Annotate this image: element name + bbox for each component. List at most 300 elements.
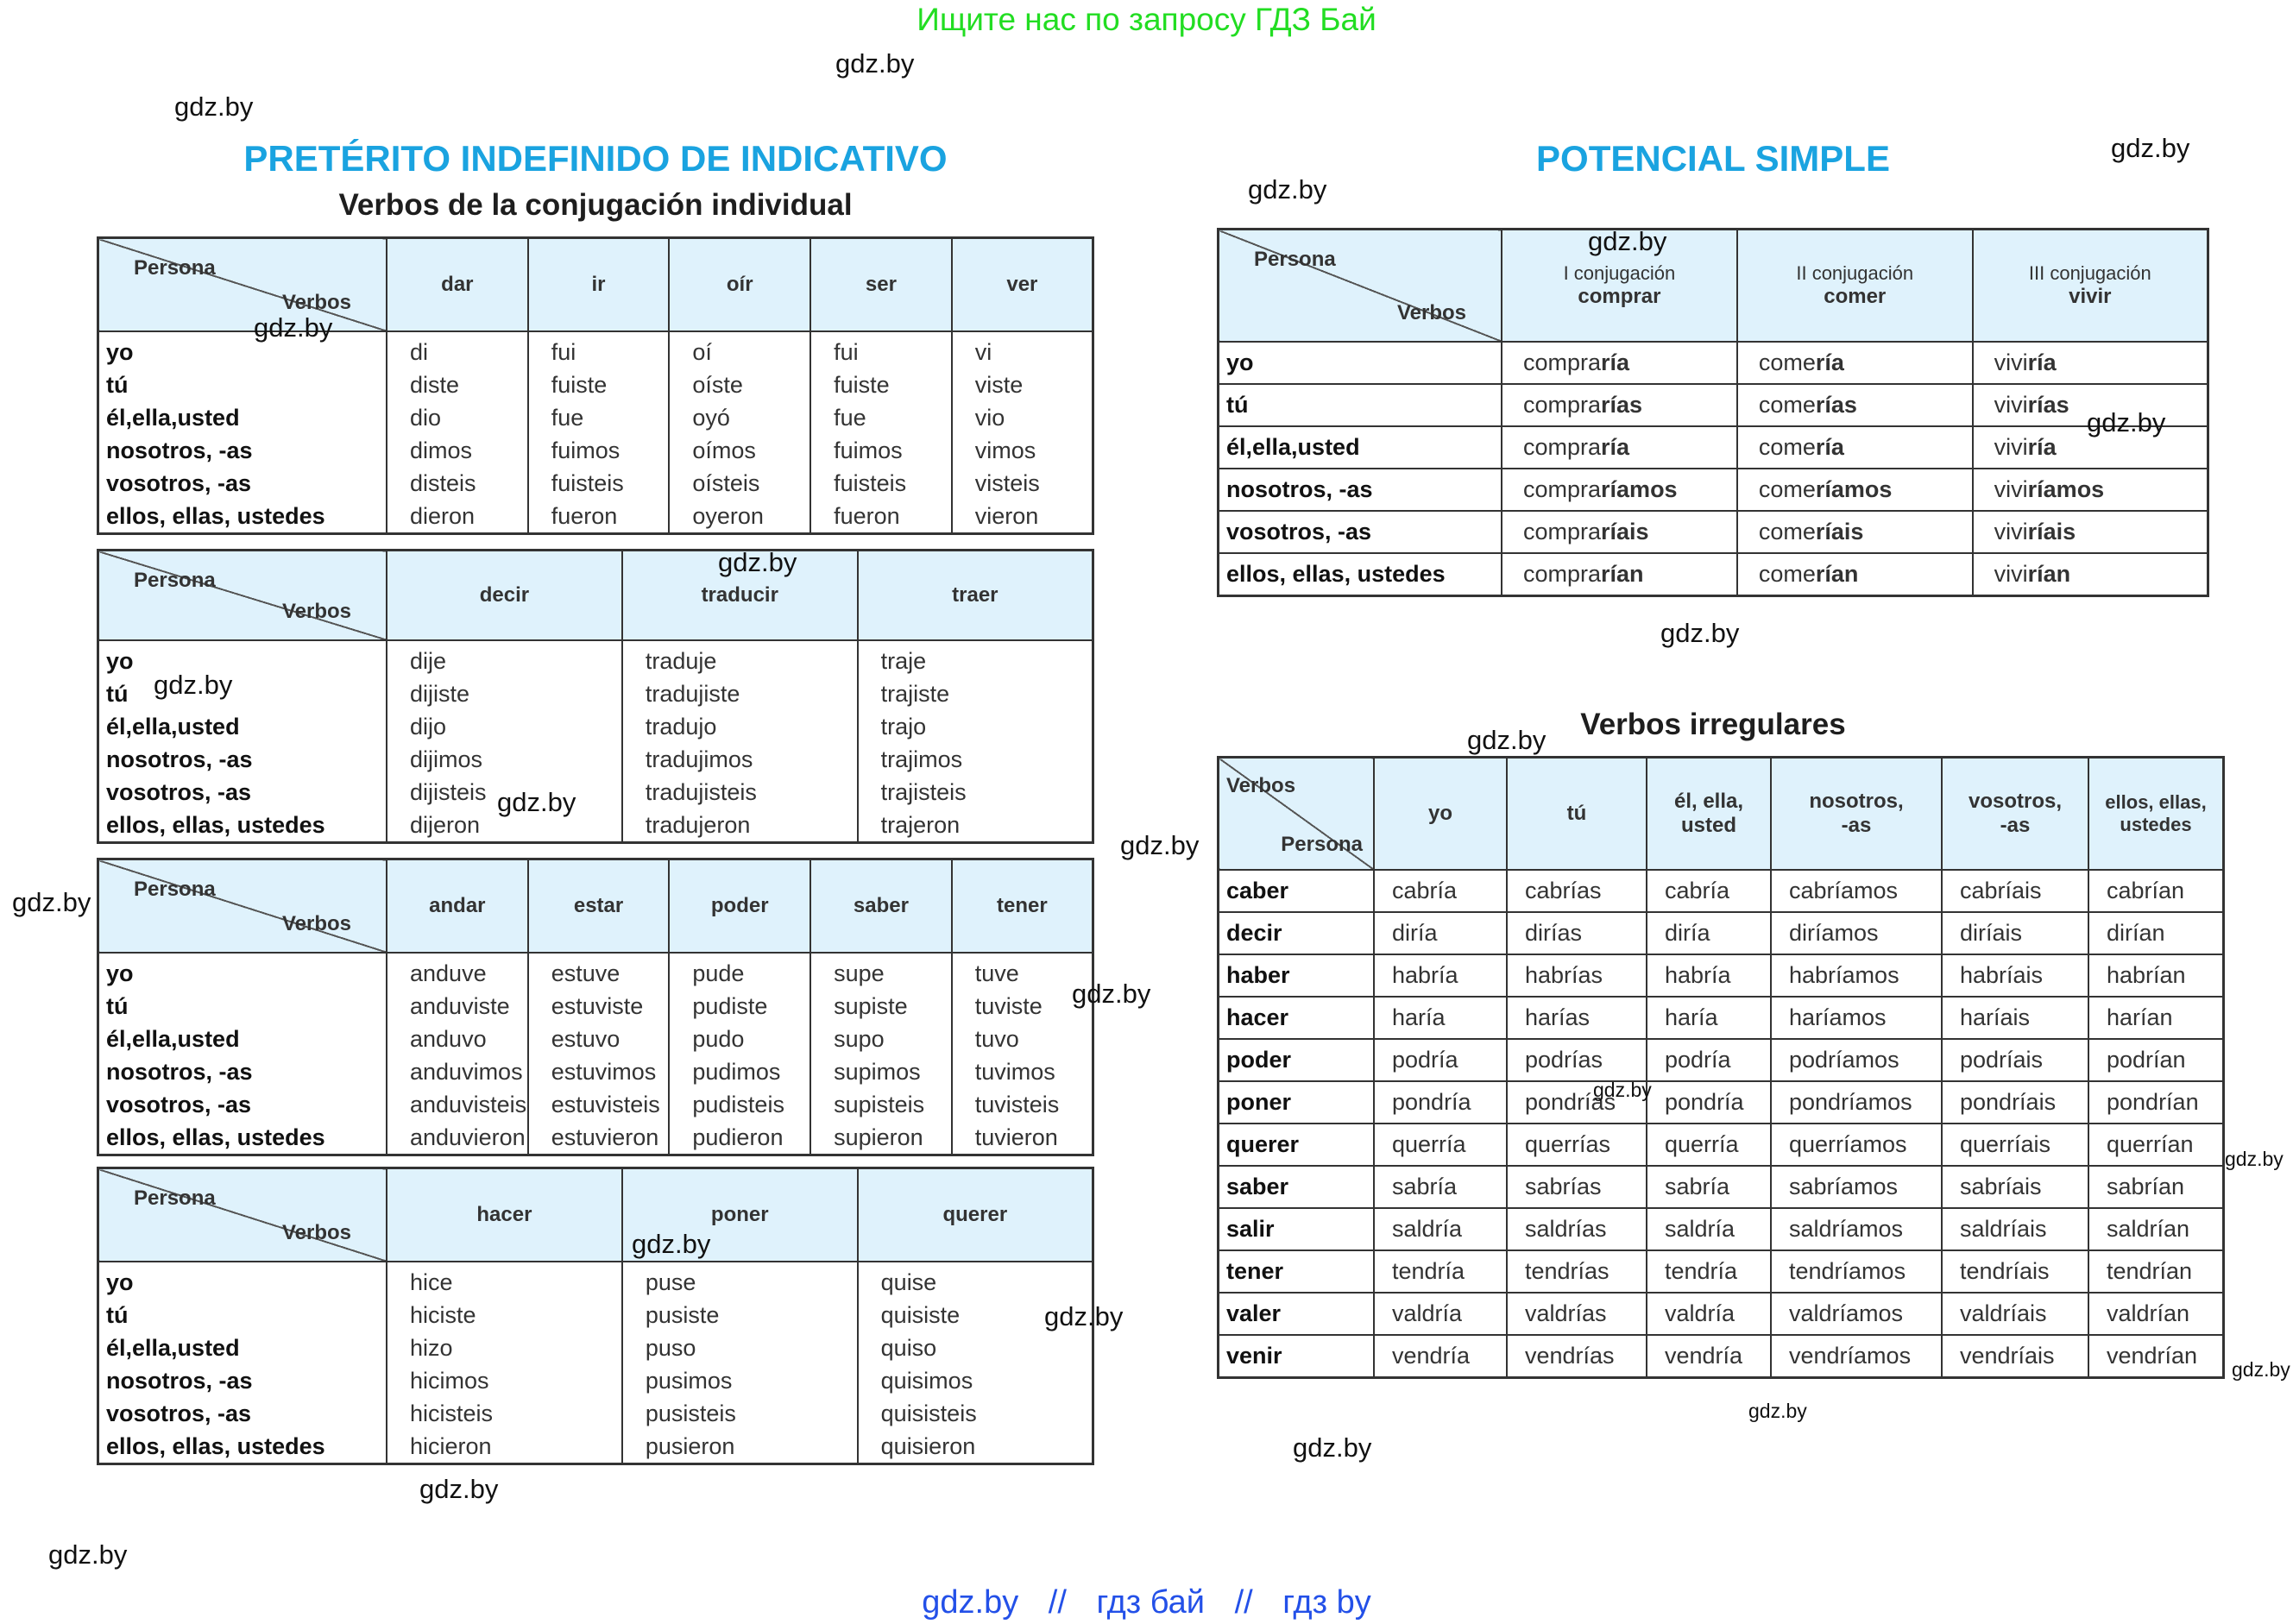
form-cell: saldrías (1507, 1208, 1647, 1250)
form-cell: trajimos (858, 743, 1093, 776)
form-cell (1502, 553, 1737, 596)
form-cell: quisimos (858, 1364, 1093, 1397)
form-cell: tradujo (622, 710, 858, 743)
form-cell: anduvo (387, 1023, 528, 1055)
form-cell: haría (1374, 997, 1507, 1039)
watermark: gdz.by (2111, 133, 2190, 163)
form-cell: tuvisteis (952, 1088, 1093, 1121)
form-cell (1973, 511, 2208, 553)
header-persona-verbos (98, 551, 387, 640)
form-cell: habríamos (1771, 954, 1942, 997)
form-cell: pondría (1647, 1081, 1771, 1124)
verb-ending: ríais (1601, 518, 1649, 544)
form-cell (1737, 384, 1973, 426)
watermark: gdz.by (2225, 1148, 2284, 1170)
form-cell: querría (1374, 1124, 1507, 1166)
verb-stem: come (1758, 475, 1816, 502)
watermark: gdz.by (48, 1539, 128, 1570)
form-cell: valdrías (1507, 1293, 1647, 1335)
form-cell: valdría (1374, 1293, 1507, 1335)
form-cell: estuvieron (528, 1121, 670, 1155)
form-cell (1973, 469, 2208, 511)
form-cell: trajeron (858, 809, 1093, 843)
verb-ending: rían (2027, 560, 2071, 587)
form-cell: estuviste (528, 990, 670, 1023)
table-row (1219, 469, 2208, 511)
verb-stem: come (1758, 433, 1816, 460)
preterito-table (97, 858, 1094, 1156)
verb-cell: salir (1219, 1208, 1375, 1250)
table-row (98, 1121, 1093, 1155)
verb-ending: ría (2027, 433, 2057, 460)
verbos-label: Verbos (281, 290, 351, 314)
persona-header: yo (1374, 758, 1507, 870)
form-cell: cabríamos (1771, 870, 1942, 912)
form-cell: visteis (952, 467, 1093, 500)
persona-cell: tú (106, 680, 129, 707)
footer-link-gdz-by-cyr[interactable]: гдз by (1282, 1584, 1371, 1621)
header-row (98, 238, 1093, 331)
form-cell: puse (622, 1262, 858, 1299)
table-row (98, 368, 1093, 401)
verb-stem: compra (1523, 475, 1602, 502)
verb-header-hacer: hacer (387, 1168, 622, 1262)
table-row (1219, 1081, 2224, 1124)
form-cell: diríais (1942, 912, 2088, 954)
form-cell: hicimos (387, 1364, 622, 1397)
form-cell: pudieron (669, 1121, 810, 1155)
form-cell: anduve (387, 953, 528, 990)
watermark: gdz.by (2087, 407, 2166, 437)
form-cell: tendrían (2088, 1250, 2224, 1293)
verb-cell: decir (1219, 912, 1375, 954)
form-cell: supimos (810, 1055, 952, 1088)
watermark: gdz.by (1120, 830, 1200, 860)
form-cell: valdría (1647, 1293, 1771, 1335)
table-row (98, 743, 1093, 776)
form-cell: hiciste (387, 1299, 622, 1331)
verb-ending: ríamos (2027, 475, 2105, 502)
persona-header: él, ella, usted (1647, 758, 1771, 870)
persona-cell: él,ella,usted (106, 1334, 240, 1361)
verb-ending: rían (1601, 560, 1644, 587)
form-cell: cabrías (1507, 870, 1647, 912)
persona-cell: él,ella,usted (106, 1025, 240, 1052)
conjugation-header (1973, 230, 2208, 342)
form-cell: habrías (1507, 954, 1647, 997)
form-cell: pudo (669, 1023, 810, 1055)
verb-stem: compra (1523, 560, 1602, 587)
verb-stem: vivi (1994, 349, 2028, 375)
table-row (98, 1262, 1093, 1299)
form-cell: vi (952, 331, 1093, 368)
table-row (98, 1055, 1093, 1088)
form-cell: fui (810, 331, 952, 368)
verb-cell: haber (1219, 954, 1375, 997)
form-cell: querrían (2088, 1124, 2224, 1166)
form-cell (1973, 553, 2208, 596)
footer-links (0, 1584, 2293, 1621)
form-cell: fuimos (528, 434, 670, 467)
form-cell: pusisteis (622, 1397, 858, 1430)
header-persona-verbos (98, 859, 387, 953)
form-cell: diría (1374, 912, 1507, 954)
verbos-label: Verbos (281, 599, 351, 623)
table-row (98, 1331, 1093, 1364)
form-cell: fue (810, 401, 952, 434)
persona-label: Persona (1254, 248, 1336, 271)
conjugation-label: I conjugación (1563, 262, 1676, 285)
watermark: gdz.by (1467, 725, 1547, 755)
verb-ending: ría (1601, 349, 1630, 375)
form-cell: oímos (669, 434, 810, 467)
form-cell: dirías (1507, 912, 1647, 954)
form-cell: quiso (858, 1331, 1093, 1364)
form-cell: pondríamos (1771, 1081, 1942, 1124)
form-cell (1973, 342, 2208, 384)
irregulares-table (1217, 756, 2225, 1379)
table-row (98, 401, 1093, 434)
form-cell: tradujimos (622, 743, 858, 776)
verb-stem: vivi (1994, 475, 2028, 502)
watermark: gdz.by (1072, 979, 1151, 1009)
table-row (98, 1299, 1093, 1331)
form-cell: sabría (1374, 1166, 1507, 1208)
table-row (1219, 553, 2208, 596)
persona-cell: nosotros, -as (1219, 469, 1502, 511)
table-row (98, 640, 1093, 677)
form-cell: habríais (1942, 954, 2088, 997)
verb-header-traducir: traducir (622, 551, 858, 640)
header-verbos-persona (1219, 758, 1375, 870)
form-cell: quise (858, 1262, 1093, 1299)
persona-cell: tú (106, 992, 129, 1019)
form-cell: anduvieron (387, 1121, 528, 1155)
footer-link-gdz-bai[interactable]: гдз бай (1096, 1584, 1206, 1621)
form-cell: pudiste (669, 990, 810, 1023)
form-cell: fui (528, 331, 670, 368)
verb-header-tener: tener (952, 859, 1093, 953)
verb-header-traer: traer (858, 551, 1093, 640)
persona-cell: yo (106, 338, 134, 365)
form-cell: estuve (528, 953, 670, 990)
verb-cell: hacer (1219, 997, 1375, 1039)
form-cell: dijo (387, 710, 622, 743)
form-cell: querríais (1942, 1124, 2088, 1166)
verb-ending: ríamos (1601, 475, 1678, 502)
form-cell: pusieron (622, 1430, 858, 1464)
form-cell: dimos (387, 434, 528, 467)
form-cell: fueron (528, 500, 670, 534)
watermark: gdz.by (497, 787, 576, 817)
watermark: gdz.by (419, 1474, 499, 1504)
form-cell: tuvieron (952, 1121, 1093, 1155)
verb-cell: venir (1219, 1335, 1375, 1378)
table-row (1219, 1208, 2224, 1250)
form-cell: supe (810, 953, 952, 990)
watermark: gdz.by (632, 1229, 711, 1259)
form-cell: oí (669, 331, 810, 368)
table-row (1219, 426, 2208, 469)
table-row (98, 434, 1093, 467)
verb-cell: poner (1219, 1081, 1375, 1124)
table-row (1219, 1335, 2224, 1378)
verb-stem: compra (1523, 349, 1602, 375)
preterito-table (97, 1167, 1094, 1465)
form-cell: tuviste (952, 990, 1093, 1023)
header-persona-verbos (98, 1168, 387, 1262)
persona-cell: vosotros, -as (1219, 511, 1502, 553)
conjugation-verb: vivir (2069, 284, 2112, 308)
header-persona-verbos (1219, 230, 1502, 342)
persona-header: ellos, ellas, ustedes (2088, 758, 2224, 870)
form-cell: hice (387, 1262, 622, 1299)
form-cell: dieron (387, 500, 528, 534)
verb-header-ver: ver (952, 238, 1093, 331)
form-cell: dijimos (387, 743, 622, 776)
verb-stem: compra (1523, 391, 1602, 418)
footer-separator: // (1048, 1584, 1067, 1621)
preterito-table (97, 236, 1094, 535)
form-cell: sabríamos (1771, 1166, 1942, 1208)
table-row (98, 331, 1093, 368)
form-cell: sabrías (1507, 1166, 1647, 1208)
form-cell: supiste (810, 990, 952, 1023)
form-cell: pudimos (669, 1055, 810, 1088)
table-row (1219, 954, 2224, 997)
form-cell: quisisteis (858, 1397, 1093, 1430)
persona-label: Persona (134, 1187, 216, 1210)
table-row (98, 677, 1093, 710)
preterito-table (97, 549, 1094, 844)
form-cell: tendría (1374, 1250, 1507, 1293)
form-cell (1737, 342, 1973, 384)
form-cell: querríamos (1771, 1124, 1942, 1166)
form-cell: hicieron (387, 1430, 622, 1464)
conjugation-verb: comprar (1578, 284, 1661, 308)
persona-cell: tú (106, 371, 129, 398)
form-cell: estuvisteis (528, 1088, 670, 1121)
form-cell: cabría (1374, 870, 1507, 912)
persona-cell: él,ella,usted (1219, 426, 1502, 469)
verbos-label: Verbos (281, 1220, 351, 1244)
form-cell: tradujiste (622, 677, 858, 710)
form-cell: saldría (1374, 1208, 1507, 1250)
form-cell: oísteis (669, 467, 810, 500)
potencial-title: POTENCIAL SIMPLE (1536, 138, 1890, 179)
form-cell: pondría (1374, 1081, 1507, 1124)
form-cell (1737, 553, 1973, 596)
form-cell: fuiste (528, 368, 670, 401)
form-cell: estuvimos (528, 1055, 670, 1088)
verb-ending: rías (1815, 391, 1857, 418)
form-cell: podríais (1942, 1039, 2088, 1081)
form-cell: sabrían (2088, 1166, 2224, 1208)
form-cell: valdríamos (1771, 1293, 1942, 1335)
table-row (1219, 1124, 2224, 1166)
watermark: gdz.by (254, 312, 333, 343)
persona-cell: vosotros, -as (106, 1400, 252, 1426)
verbos-label: Verbos (1226, 774, 1296, 797)
verb-stem: come (1758, 349, 1816, 375)
persona-cell: ellos, ellas, ustedes (106, 1124, 325, 1150)
persona-cell: ellos, ellas, ustedes (1219, 553, 1502, 596)
form-cell: puso (622, 1331, 858, 1364)
form-cell: podrían (2088, 1039, 2224, 1081)
form-cell: pusiste (622, 1299, 858, 1331)
table-row (1219, 384, 2208, 426)
form-cell: vendríamos (1771, 1335, 1942, 1378)
form-cell: podría (1374, 1039, 1507, 1081)
form-cell: habría (1647, 954, 1771, 997)
form-cell: pondrías (1507, 1081, 1647, 1124)
persona-label: Persona (1281, 832, 1363, 856)
verb-stem: compra (1523, 433, 1602, 460)
form-cell: podrías (1507, 1039, 1647, 1081)
persona-cell: ellos, ellas, ustedes (106, 1432, 325, 1459)
form-cell: dijisteis (387, 776, 622, 809)
potencial-table (1217, 228, 2209, 597)
verb-stem: come (1758, 560, 1816, 587)
persona-cell: nosotros, -as (106, 437, 253, 463)
watermark: gdz.by (12, 887, 91, 917)
verb-ending: ría (1601, 433, 1630, 460)
form-cell: diríamos (1771, 912, 1942, 954)
table-row (1219, 997, 2224, 1039)
form-cell: hizo (387, 1331, 622, 1364)
form-cell (1737, 511, 1973, 553)
persona-cell: vosotros, -as (106, 1091, 252, 1117)
watermark: gdz.by (1660, 618, 1740, 648)
persona-cell: nosotros, -as (106, 1058, 253, 1085)
verb-stem: vivi (1994, 391, 2028, 418)
persona-cell: él,ella,usted (106, 404, 240, 431)
form-cell: haríais (1942, 997, 2088, 1039)
form-cell: supisteis (810, 1088, 952, 1121)
form-cell: supieron (810, 1121, 952, 1155)
verb-stem: vivi (1994, 560, 2028, 587)
persona-cell: nosotros, -as (106, 1367, 253, 1394)
form-cell: hicisteis (387, 1397, 622, 1430)
form-cell: tuve (952, 953, 1093, 990)
form-cell: vendríais (1942, 1335, 2088, 1378)
watermark: gdz.by (1044, 1301, 1124, 1331)
header-persona-verbos (98, 238, 387, 331)
verb-cell: saber (1219, 1166, 1375, 1208)
form-cell: saldríamos (1771, 1208, 1942, 1250)
persona-cell: yo (106, 1268, 134, 1295)
form-cell: fuimos (810, 434, 952, 467)
verb-ending: rías (1601, 391, 1643, 418)
form-cell: harías (1507, 997, 1647, 1039)
form-cell: tradujisteis (622, 776, 858, 809)
verb-ending: ría (1815, 433, 1844, 460)
table-row (98, 990, 1093, 1023)
verb-header-oír: oír (669, 238, 810, 331)
form-cell: trajo (858, 710, 1093, 743)
form-cell: saldría (1647, 1208, 1771, 1250)
form-cell (1502, 426, 1737, 469)
form-cell: disteis (387, 467, 528, 500)
verb-ending: ríais (1815, 518, 1864, 544)
preterito-title: PRETÉRITO INDEFINIDO DE INDICATIVO (243, 138, 948, 179)
form-cell: quisieron (858, 1430, 1093, 1464)
form-cell: vendría (1374, 1335, 1507, 1378)
header-row (98, 859, 1093, 953)
persona-cell: tú (1219, 384, 1502, 426)
footer-link-gdz-by[interactable]: gdz.by (922, 1584, 1019, 1621)
verb-header-ir: ir (528, 238, 670, 331)
table-row (1219, 912, 2224, 954)
persona-cell: yo (106, 647, 134, 674)
form-cell: oyeron (669, 500, 810, 534)
form-cell: anduvisteis (387, 1088, 528, 1121)
form-cell: estuvo (528, 1023, 670, 1055)
form-cell: fue (528, 401, 670, 434)
form-cell (1737, 426, 1973, 469)
watermark: gdz.by (2232, 1358, 2290, 1381)
form-cell: saldríais (1942, 1208, 2088, 1250)
persona-label: Persona (134, 878, 216, 901)
table-row (1219, 870, 2224, 912)
header-row (98, 1168, 1093, 1262)
verb-ending: ríamos (1815, 475, 1893, 502)
form-cell: haríamos (1771, 997, 1942, 1039)
form-cell: vendría (1647, 1335, 1771, 1378)
promo-banner: Ищите нас по запросу ГДЗ Бай (917, 2, 1376, 37)
verb-header-ser: ser (810, 238, 952, 331)
verb-header-poner: poner (622, 1168, 858, 1262)
verb-stem: compra (1523, 518, 1602, 544)
form-cell: diría (1647, 912, 1771, 954)
form-cell: dijeron (387, 809, 622, 843)
persona-header: vosotros, -as (1942, 758, 2088, 870)
header-row (1219, 230, 2208, 342)
verb-stem: vivi (1994, 518, 2028, 544)
form-cell: sabríais (1942, 1166, 2088, 1208)
irregulares-title: Verbos irregulares (1580, 708, 1846, 741)
table-row (98, 500, 1093, 534)
conjugation-verb: comer (1824, 284, 1887, 308)
form-cell (1502, 511, 1737, 553)
table-row (98, 467, 1093, 500)
form-cell: viste (952, 368, 1093, 401)
watermark: gdz.by (1293, 1432, 1372, 1463)
form-cell: haría (1647, 997, 1771, 1039)
form-cell: anduviste (387, 990, 528, 1023)
verb-header-poder: poder (669, 859, 810, 953)
header-row (1219, 758, 2224, 870)
watermark: gdz.by (1593, 1079, 1652, 1101)
persona-cell: vosotros, -as (106, 778, 252, 805)
form-cell: vio (952, 401, 1093, 434)
form-cell: querrías (1507, 1124, 1647, 1166)
form-cell: dio (387, 401, 528, 434)
table-row (98, 776, 1093, 809)
verb-ending: ríais (2027, 518, 2076, 544)
persona-label: Persona (134, 569, 216, 592)
verb-header-querer: querer (858, 1168, 1093, 1262)
form-cell: tuvo (952, 1023, 1093, 1055)
header-row (98, 551, 1093, 640)
persona-cell: nosotros, -as (106, 746, 253, 772)
table-row (1219, 342, 2208, 384)
table-row (98, 809, 1093, 843)
form-cell: anduvimos (387, 1055, 528, 1088)
verb-cell: poder (1219, 1039, 1375, 1081)
verb-header-estar: estar (528, 859, 670, 953)
form-cell: sabría (1647, 1166, 1771, 1208)
